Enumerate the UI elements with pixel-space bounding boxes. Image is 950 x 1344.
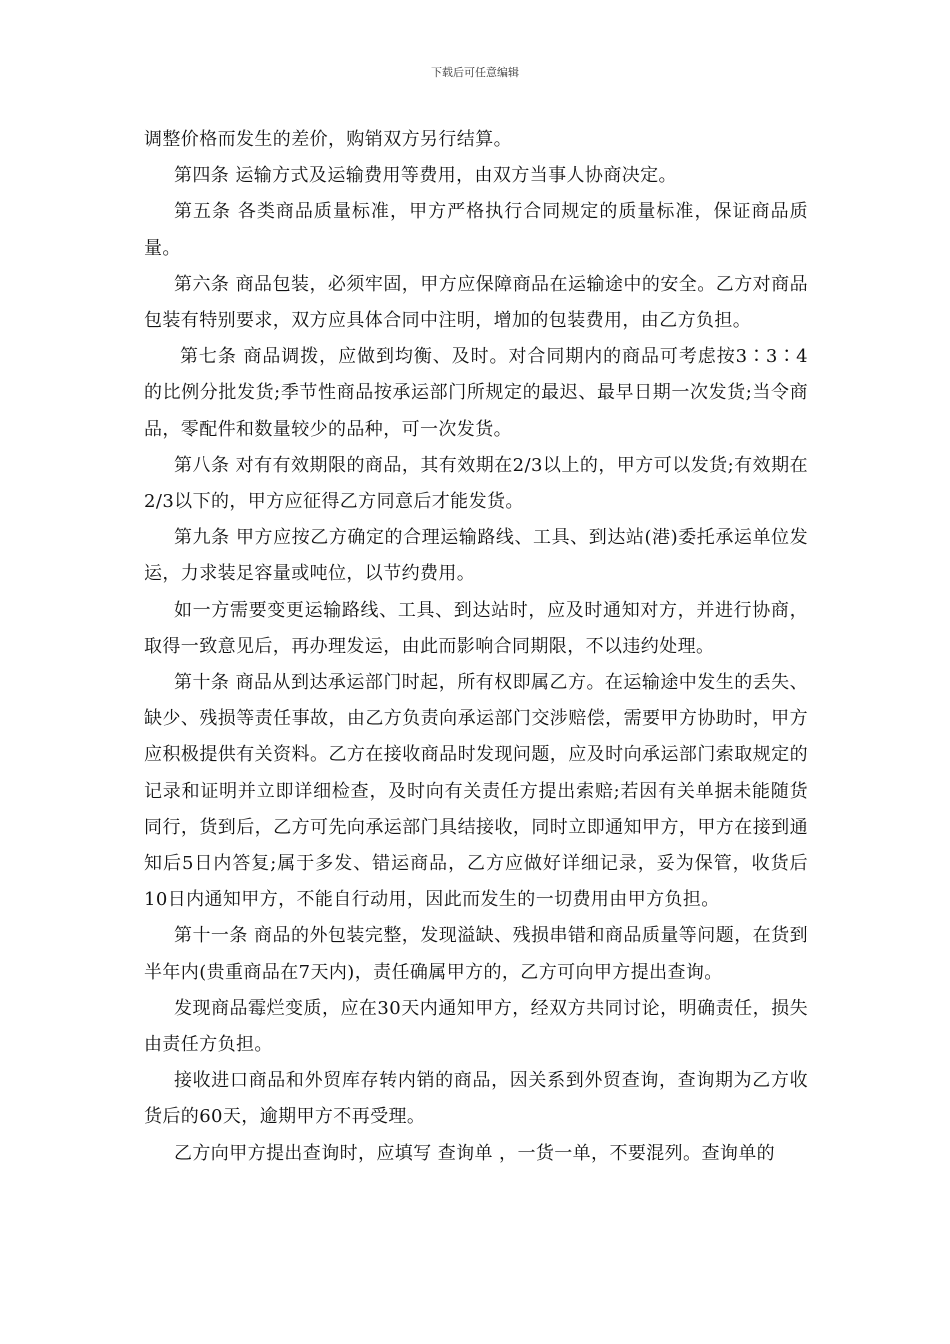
paragraph-price-difference: 调整价格而发生的差价，购销双方另行结算。 <box>144 129 512 150</box>
paragraph-article-10: 第十条 商品从到达承运部门时起，所有权即属乙方。在运输途中发生的丢失、缺少、残损等责任事故，由乙方负责向承运部门交涉赔偿，需要甲方协助时，甲方应积极提供有关资料。乙方在接收商品时发现问题，应及时向承运部门索取规定的记录和证明并立即详细检查，及时向有关责任方提出索赔;若因有关单据未能随货同行，货到后，乙方可先向承运部门具结接收，同时立即通知甲方，甲方在接到通知后5日内答复;属于多发、错运商品，乙方应做好详细记录，妥为保管，收货后10日内通知甲方，不能自行动用，因此而发生的一切费用由甲方负担。 <box>144 672 808 911</box>
paragraph-article-7: 第七条 商品调拨，应做到均衡、及时。对合同期内的商品可考虑按3∶3∶4的比例分批发货;季节性商品按承运部门所规定的最迟、最早日期一次发货;当令商品，零配件和数量较少的品种，可一次发货。 <box>144 346 808 440</box>
paragraph-article-9: 第九条 甲方应按乙方确定的合理运输路线、工具、到达站(港)委托承运单位发运，力求装足容量或吨位，以节约费用。 <box>144 527 808 585</box>
paragraph-article-5: 第五条 各类商品质量标准，甲方严格执行合同规定的质量标准，保证商品质量。 <box>144 201 808 259</box>
paragraph-article-4: 第四条 运输方式及运输费用等费用，由双方当事人协商决定。 <box>174 165 677 187</box>
paragraph-article-11: 第十一条 商品的外包装完整，发现溢缺、残损串错和商品质量等问题，在货到半年内(贵重商品在7天内)，责任确属甲方的，乙方可向甲方提出查询。 <box>144 925 808 983</box>
paragraph-route-change: 如一方需要变更运输路线、工具、到达站时，应及时通知对方，并进行协商，取得一致意见后，再办理发运，由此而影响合同期限，不以违约处理。 <box>144 599 808 657</box>
paragraph-article-8: 第八条 对有有效期限的商品，其有效期在2/3以上的，甲方可以发货;有效期在2/3以下的，甲方应征得乙方同意后才能发货。 <box>144 454 808 513</box>
page-header: 下载后可任意编辑 <box>431 66 519 79</box>
paragraph-article-6: 第六条 商品包装，必须牢固，甲方应保障商品在运输途中的安全。乙方对商品包装有特别要求，双方应具体合同中注明，增加的包装费用，由乙方负担。 <box>144 273 808 332</box>
paragraph-spoilage: 发现商品霉烂变质，应在30天内通知甲方，经双方共同讨论，明确责任，损失由责任方负担。 <box>144 997 808 1056</box>
paragraph-inquiry-form: 乙方向甲方提出查询时，应填写 查询单 ，一货一单，不要混列。查询单的 <box>174 1142 776 1164</box>
paragraph-import-goods: 接收进口商品和外贸库存转内销的商品，因关系到外贸查询，查询期为乙方收货后的60天，逾期甲方不再受理。 <box>144 1070 808 1128</box>
document-body <box>144 122 808 1172</box>
